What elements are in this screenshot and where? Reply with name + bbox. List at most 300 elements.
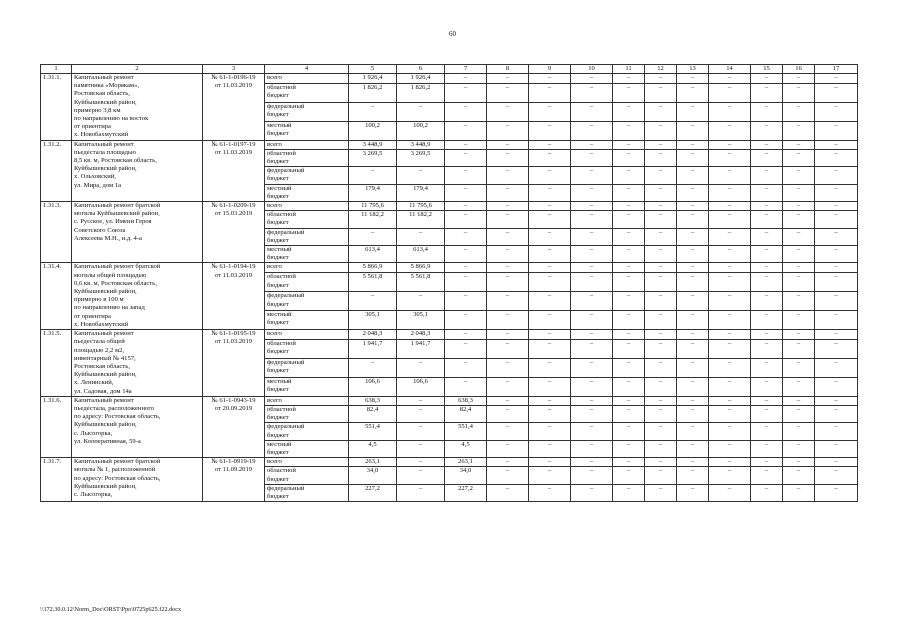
empty-dash-cell: – [613, 484, 645, 501]
amount-cell-c6: 3 448,9 [397, 140, 445, 149]
item-number: 1.31.1. [41, 74, 72, 141]
empty-dash-cell: – [751, 405, 783, 422]
column-number-cell: 4 [265, 65, 349, 74]
amount-cell-c5: 1 941,7 [349, 340, 397, 359]
amount-cell-c5: 305,1 [349, 311, 397, 330]
empty-dash-cell: – [751, 149, 783, 166]
empty-dash-cell: – [677, 228, 709, 245]
empty-dash-cell: – [645, 246, 677, 263]
empty-dash-cell: – [613, 311, 645, 330]
empty-dash-cell: – [783, 484, 815, 501]
funding-source: всего [265, 396, 349, 405]
funding-source: всего [265, 140, 349, 149]
empty-dash-cell: – [677, 102, 709, 121]
empty-dash-cell: – [613, 330, 645, 340]
empty-dash-cell: – [815, 423, 858, 440]
empty-dash-cell: – [487, 184, 529, 201]
column-number-cell: 15 [751, 65, 783, 74]
amount-cell-c6: 11 795,6 [397, 202, 445, 211]
empty-dash-cell: – [487, 377, 529, 396]
empty-dash-cell: – [709, 167, 751, 184]
empty-dash-cell: – [487, 74, 529, 84]
empty-dash-cell: – [571, 140, 613, 149]
empty-dash-cell: – [815, 292, 858, 311]
funding-source: федеральный бюджет [265, 167, 349, 184]
empty-dash-cell: – [613, 140, 645, 149]
empty-dash-cell: – [613, 340, 645, 359]
empty-dash-cell: – [751, 273, 783, 292]
column-number-cell: 17 [815, 65, 858, 74]
item-decree: № 61-1-0196-19 от 11.03.2019 [203, 74, 265, 141]
empty-dash-cell: – [751, 377, 783, 396]
empty-dash-cell: – [751, 83, 783, 102]
empty-dash-cell: – [783, 263, 815, 273]
empty-dash-cell: – [645, 184, 677, 201]
item-name: Капитальный ремонт памятника «Морякам», Ростовская область, Куйбышевский район, примерно 3,8 км по направлению на восток от ориентира х. Новобахмутский [72, 74, 203, 141]
amount-cell-c5: 2 048,3 [349, 330, 397, 340]
amount-cell-c5: 638,3 [349, 396, 397, 405]
empty-dash-cell: – [783, 340, 815, 359]
empty-dash-cell: – [783, 311, 815, 330]
amount-cell-c7: – [445, 211, 487, 228]
funding-source: областной бюджет [265, 340, 349, 359]
empty-dash-cell: – [571, 202, 613, 211]
empty-dash-cell: – [529, 423, 571, 440]
empty-dash-cell: – [487, 246, 529, 263]
empty-dash-cell: – [613, 358, 645, 377]
empty-dash-cell: – [529, 140, 571, 149]
amount-cell-c5: 3 269,5 [349, 149, 397, 166]
amount-cell-c7: 34,0 [445, 467, 487, 484]
empty-dash-cell: – [815, 358, 858, 377]
amount-cell-c5: 82,4 [349, 405, 397, 422]
empty-dash-cell: – [815, 405, 858, 422]
empty-dash-cell: – [613, 273, 645, 292]
amount-cell-c7: – [445, 311, 487, 330]
amount-cell-c5: 263,1 [349, 458, 397, 467]
amount-cell-c5: 613,4 [349, 246, 397, 263]
empty-dash-cell: – [529, 121, 571, 140]
amount-cell-c7: – [445, 83, 487, 102]
empty-dash-cell: – [529, 211, 571, 228]
amount-cell-c7: – [445, 102, 487, 121]
empty-dash-cell: – [487, 121, 529, 140]
file-path-footer: \\172.30.0.12\Norm_Doc\ORST\Ppo\0725p625.f22.docx [40, 606, 182, 613]
amount-cell-c5: 5 866,9 [349, 263, 397, 273]
table-row [41, 458, 858, 467]
item-number: 1.31.3. [41, 202, 72, 263]
empty-dash-cell: – [613, 458, 645, 467]
amount-cell-c6: 5 561,8 [397, 273, 445, 292]
empty-dash-cell: – [751, 330, 783, 340]
empty-dash-cell: – [709, 396, 751, 405]
amount-cell-c5: – [349, 228, 397, 245]
empty-dash-cell: – [487, 102, 529, 121]
amount-cell-c6: 613,4 [397, 246, 445, 263]
empty-dash-cell: – [613, 292, 645, 311]
empty-dash-cell: – [487, 340, 529, 359]
amount-cell-c7: 638,3 [445, 396, 487, 405]
empty-dash-cell: – [783, 83, 815, 102]
table-row [41, 263, 858, 273]
item-decree: № 61-1-0197-19 от 11.03.2019 [203, 140, 265, 201]
amount-cell-c5: – [349, 358, 397, 377]
empty-dash-cell: – [529, 149, 571, 166]
funding-source: федеральный бюджет [265, 102, 349, 121]
amount-cell-c7: 263,1 [445, 458, 487, 467]
item-number: 1.31.6. [41, 396, 72, 457]
funding-source: областной бюджет [265, 83, 349, 102]
empty-dash-cell: – [571, 440, 613, 457]
empty-dash-cell: – [571, 358, 613, 377]
empty-dash-cell: – [487, 211, 529, 228]
empty-dash-cell: – [571, 292, 613, 311]
empty-dash-cell: – [529, 340, 571, 359]
amount-cell-c5: 551,4 [349, 423, 397, 440]
amount-cell-c5: 3 448,9 [349, 140, 397, 149]
empty-dash-cell: – [677, 311, 709, 330]
empty-dash-cell: – [709, 83, 751, 102]
table-row [41, 330, 858, 340]
empty-dash-cell: – [645, 202, 677, 211]
empty-dash-cell: – [529, 228, 571, 245]
empty-dash-cell: – [751, 292, 783, 311]
empty-dash-cell: – [815, 377, 858, 396]
empty-dash-cell: – [709, 184, 751, 201]
amount-cell-c7: 82,4 [445, 405, 487, 422]
empty-dash-cell: – [645, 140, 677, 149]
table-row [41, 74, 858, 84]
amount-cell-c7: – [445, 228, 487, 245]
empty-dash-cell: – [613, 149, 645, 166]
empty-dash-cell: – [709, 405, 751, 422]
empty-dash-cell: – [571, 211, 613, 228]
empty-dash-cell: – [815, 330, 858, 340]
empty-dash-cell: – [677, 292, 709, 311]
empty-dash-cell: – [645, 458, 677, 467]
funding-source: федеральный бюджет [265, 423, 349, 440]
item-number: 1.31.5. [41, 330, 72, 397]
empty-dash-cell: – [783, 184, 815, 201]
column-number-cell: 10 [571, 65, 613, 74]
empty-dash-cell: – [529, 396, 571, 405]
amount-cell-c7: – [445, 330, 487, 340]
empty-dash-cell: – [645, 273, 677, 292]
empty-dash-cell: – [571, 83, 613, 102]
empty-dash-cell: – [709, 228, 751, 245]
amount-cell-c6: – [397, 458, 445, 467]
amount-cell-c7: – [445, 358, 487, 377]
amount-cell-c5: 34,0 [349, 467, 397, 484]
empty-dash-cell: – [751, 121, 783, 140]
empty-dash-cell: – [677, 140, 709, 149]
funding-source: всего [265, 74, 349, 84]
empty-dash-cell: – [751, 167, 783, 184]
empty-dash-cell: – [529, 458, 571, 467]
empty-dash-cell: – [677, 458, 709, 467]
column-number-row [41, 65, 858, 74]
amount-cell-c6: – [397, 358, 445, 377]
empty-dash-cell: – [487, 83, 529, 102]
empty-dash-cell: – [751, 228, 783, 245]
empty-dash-cell: – [815, 246, 858, 263]
column-number-cell: 2 [72, 65, 203, 74]
amount-cell-c5: – [349, 292, 397, 311]
empty-dash-cell: – [709, 140, 751, 149]
empty-dash-cell: – [751, 458, 783, 467]
empty-dash-cell: – [613, 102, 645, 121]
empty-dash-cell: – [677, 377, 709, 396]
empty-dash-cell: – [529, 292, 571, 311]
empty-dash-cell: – [815, 440, 858, 457]
empty-dash-cell: – [677, 467, 709, 484]
empty-dash-cell: – [613, 423, 645, 440]
item-number: 1.31.2. [41, 140, 72, 201]
empty-dash-cell: – [709, 149, 751, 166]
amount-cell-c5: 11 795,6 [349, 202, 397, 211]
table-row [41, 396, 858, 405]
empty-dash-cell: – [709, 273, 751, 292]
empty-dash-cell: – [677, 405, 709, 422]
empty-dash-cell: – [645, 167, 677, 184]
funding-source: местный бюджет [265, 121, 349, 140]
table-row [41, 202, 858, 211]
empty-dash-cell: – [751, 102, 783, 121]
empty-dash-cell: – [783, 423, 815, 440]
empty-dash-cell: – [709, 311, 751, 330]
column-number-cell: 5 [349, 65, 397, 74]
empty-dash-cell: – [571, 377, 613, 396]
empty-dash-cell: – [571, 340, 613, 359]
empty-dash-cell: – [783, 211, 815, 228]
empty-dash-cell: – [487, 140, 529, 149]
empty-dash-cell: – [487, 467, 529, 484]
item-name: Капитальный ремонт братской могилы № 1, расположенной по адресу: Ростовская область, Куйбышевский район, с. Лысогорка, [72, 458, 203, 502]
empty-dash-cell: – [645, 292, 677, 311]
empty-dash-cell: – [783, 102, 815, 121]
table-row [41, 140, 858, 149]
empty-dash-cell: – [677, 74, 709, 84]
empty-dash-cell: – [815, 458, 858, 467]
empty-dash-cell: – [645, 121, 677, 140]
empty-dash-cell: – [613, 246, 645, 263]
empty-dash-cell: – [783, 121, 815, 140]
empty-dash-cell: – [529, 358, 571, 377]
empty-dash-cell: – [815, 102, 858, 121]
empty-dash-cell: – [613, 121, 645, 140]
amount-cell-c7: – [445, 167, 487, 184]
funding-source: областной бюджет [265, 149, 349, 166]
amount-cell-c6: 1 941,7 [397, 340, 445, 359]
empty-dash-cell: – [571, 458, 613, 467]
item-decree: № 61-1-0194-19 от 11.03.2019 [203, 263, 265, 330]
item-number: 1.31.4. [41, 263, 72, 330]
amount-cell-c7: 4,5 [445, 440, 487, 457]
amount-cell-c7: – [445, 263, 487, 273]
empty-dash-cell: – [677, 83, 709, 102]
empty-dash-cell: – [487, 292, 529, 311]
empty-dash-cell: – [487, 423, 529, 440]
empty-dash-cell: – [529, 311, 571, 330]
amount-cell-c6: 106,6 [397, 377, 445, 396]
empty-dash-cell: – [783, 405, 815, 422]
amount-cell-c7: 227,2 [445, 484, 487, 501]
empty-dash-cell: – [709, 423, 751, 440]
empty-dash-cell: – [815, 202, 858, 211]
amount-cell-c5: 106,6 [349, 377, 397, 396]
empty-dash-cell: – [645, 149, 677, 166]
empty-dash-cell: – [529, 202, 571, 211]
empty-dash-cell: – [751, 423, 783, 440]
empty-dash-cell: – [529, 167, 571, 184]
amount-cell-c5: 179,4 [349, 184, 397, 201]
empty-dash-cell: – [677, 440, 709, 457]
empty-dash-cell: – [751, 484, 783, 501]
funding-source: федеральный бюджет [265, 358, 349, 377]
empty-dash-cell: – [815, 484, 858, 501]
empty-dash-cell: – [677, 484, 709, 501]
empty-dash-cell: – [487, 330, 529, 340]
empty-dash-cell: – [677, 246, 709, 263]
empty-dash-cell: – [529, 377, 571, 396]
empty-dash-cell: – [677, 340, 709, 359]
empty-dash-cell: – [677, 396, 709, 405]
funding-source: местный бюджет [265, 440, 349, 457]
funding-source: федеральный бюджет [265, 292, 349, 311]
empty-dash-cell: – [783, 228, 815, 245]
funding-source: местный бюджет [265, 184, 349, 201]
empty-dash-cell: – [709, 211, 751, 228]
empty-dash-cell: – [645, 211, 677, 228]
funding-source: всего [265, 458, 349, 467]
empty-dash-cell: – [751, 246, 783, 263]
empty-dash-cell: – [613, 202, 645, 211]
amount-cell-c5: 11 182,2 [349, 211, 397, 228]
empty-dash-cell: – [815, 74, 858, 84]
empty-dash-cell: – [751, 263, 783, 273]
empty-dash-cell: – [487, 228, 529, 245]
empty-dash-cell: – [571, 396, 613, 405]
empty-dash-cell: – [783, 458, 815, 467]
empty-dash-cell: – [815, 228, 858, 245]
empty-dash-cell: – [487, 458, 529, 467]
amount-cell-c5: 1 826,2 [349, 83, 397, 102]
amount-cell-c5: 227,2 [349, 484, 397, 501]
amount-cell-c6: – [397, 440, 445, 457]
item-number: 1.31.7. [41, 458, 72, 502]
empty-dash-cell: – [613, 263, 645, 273]
empty-dash-cell: – [783, 74, 815, 84]
amount-cell-c7: – [445, 246, 487, 263]
empty-dash-cell: – [529, 330, 571, 340]
empty-dash-cell: – [751, 311, 783, 330]
funding-source: областной бюджет [265, 273, 349, 292]
funding-source: всего [265, 202, 349, 211]
amount-cell-c7: – [445, 292, 487, 311]
empty-dash-cell: – [529, 484, 571, 501]
empty-dash-cell: – [677, 423, 709, 440]
empty-dash-cell: – [783, 467, 815, 484]
amount-cell-c7: – [445, 273, 487, 292]
empty-dash-cell: – [677, 330, 709, 340]
funding-source: областной бюджет [265, 211, 349, 228]
column-number-cell: 12 [645, 65, 677, 74]
empty-dash-cell: – [645, 423, 677, 440]
empty-dash-cell: – [529, 102, 571, 121]
item-name: Капитальный ремонт братской могилы Куйбышевский район, с. Русское, ул. Имени Героя Советского Союза Алексеева М.Н., и.д. 4-а [72, 202, 203, 263]
empty-dash-cell: – [571, 74, 613, 84]
funding-source: местный бюджет [265, 311, 349, 330]
amount-cell-c6: – [397, 167, 445, 184]
amount-cell-c6: 5 866,9 [397, 263, 445, 273]
empty-dash-cell: – [783, 167, 815, 184]
amount-cell-c6: 1 926,4 [397, 74, 445, 84]
empty-dash-cell: – [709, 440, 751, 457]
empty-dash-cell: – [487, 396, 529, 405]
empty-dash-cell: – [751, 74, 783, 84]
amount-cell-c5: – [349, 102, 397, 121]
empty-dash-cell: – [815, 167, 858, 184]
empty-dash-cell: – [709, 202, 751, 211]
empty-dash-cell: – [571, 423, 613, 440]
empty-dash-cell: – [529, 467, 571, 484]
empty-dash-cell: – [487, 311, 529, 330]
empty-dash-cell: – [529, 246, 571, 263]
empty-dash-cell: – [709, 330, 751, 340]
amount-cell-c7: – [445, 340, 487, 359]
empty-dash-cell: – [815, 467, 858, 484]
empty-dash-cell: – [815, 273, 858, 292]
empty-dash-cell: – [677, 121, 709, 140]
empty-dash-cell: – [645, 440, 677, 457]
empty-dash-cell: – [709, 246, 751, 263]
funding-source: всего [265, 263, 349, 273]
amount-cell-c7: – [445, 377, 487, 396]
funding-source: областной бюджет [265, 405, 349, 422]
empty-dash-cell: – [751, 202, 783, 211]
column-number-cell: 11 [613, 65, 645, 74]
empty-dash-cell: – [709, 121, 751, 140]
empty-dash-cell: – [645, 358, 677, 377]
amount-cell-c6: – [397, 292, 445, 311]
column-number-cell: 6 [397, 65, 445, 74]
empty-dash-cell: – [487, 358, 529, 377]
empty-dash-cell: – [645, 102, 677, 121]
empty-dash-cell: – [677, 167, 709, 184]
empty-dash-cell: – [645, 263, 677, 273]
empty-dash-cell: – [613, 467, 645, 484]
empty-dash-cell: – [645, 484, 677, 501]
empty-dash-cell: – [571, 102, 613, 121]
empty-dash-cell: – [783, 396, 815, 405]
empty-dash-cell: – [487, 273, 529, 292]
empty-dash-cell: – [613, 228, 645, 245]
empty-dash-cell: – [815, 340, 858, 359]
amount-cell-c6: 305,1 [397, 311, 445, 330]
empty-dash-cell: – [783, 440, 815, 457]
empty-dash-cell: – [529, 273, 571, 292]
item-name: Капитальный ремонт пьедестала площадью 8,5 кв. м, Ростовская область, Куйбышевский район, х. Ольховский, ул. Мира, дом 1а [72, 140, 203, 201]
empty-dash-cell: – [645, 340, 677, 359]
amount-cell-c7: – [445, 74, 487, 84]
column-number-cell: 7 [445, 65, 487, 74]
item-decree: № 61-1-0919-19 от 11.09.2019 [203, 458, 265, 502]
empty-dash-cell: – [571, 184, 613, 201]
empty-dash-cell: – [815, 121, 858, 140]
empty-dash-cell: – [751, 184, 783, 201]
empty-dash-cell: – [815, 311, 858, 330]
empty-dash-cell: – [571, 167, 613, 184]
